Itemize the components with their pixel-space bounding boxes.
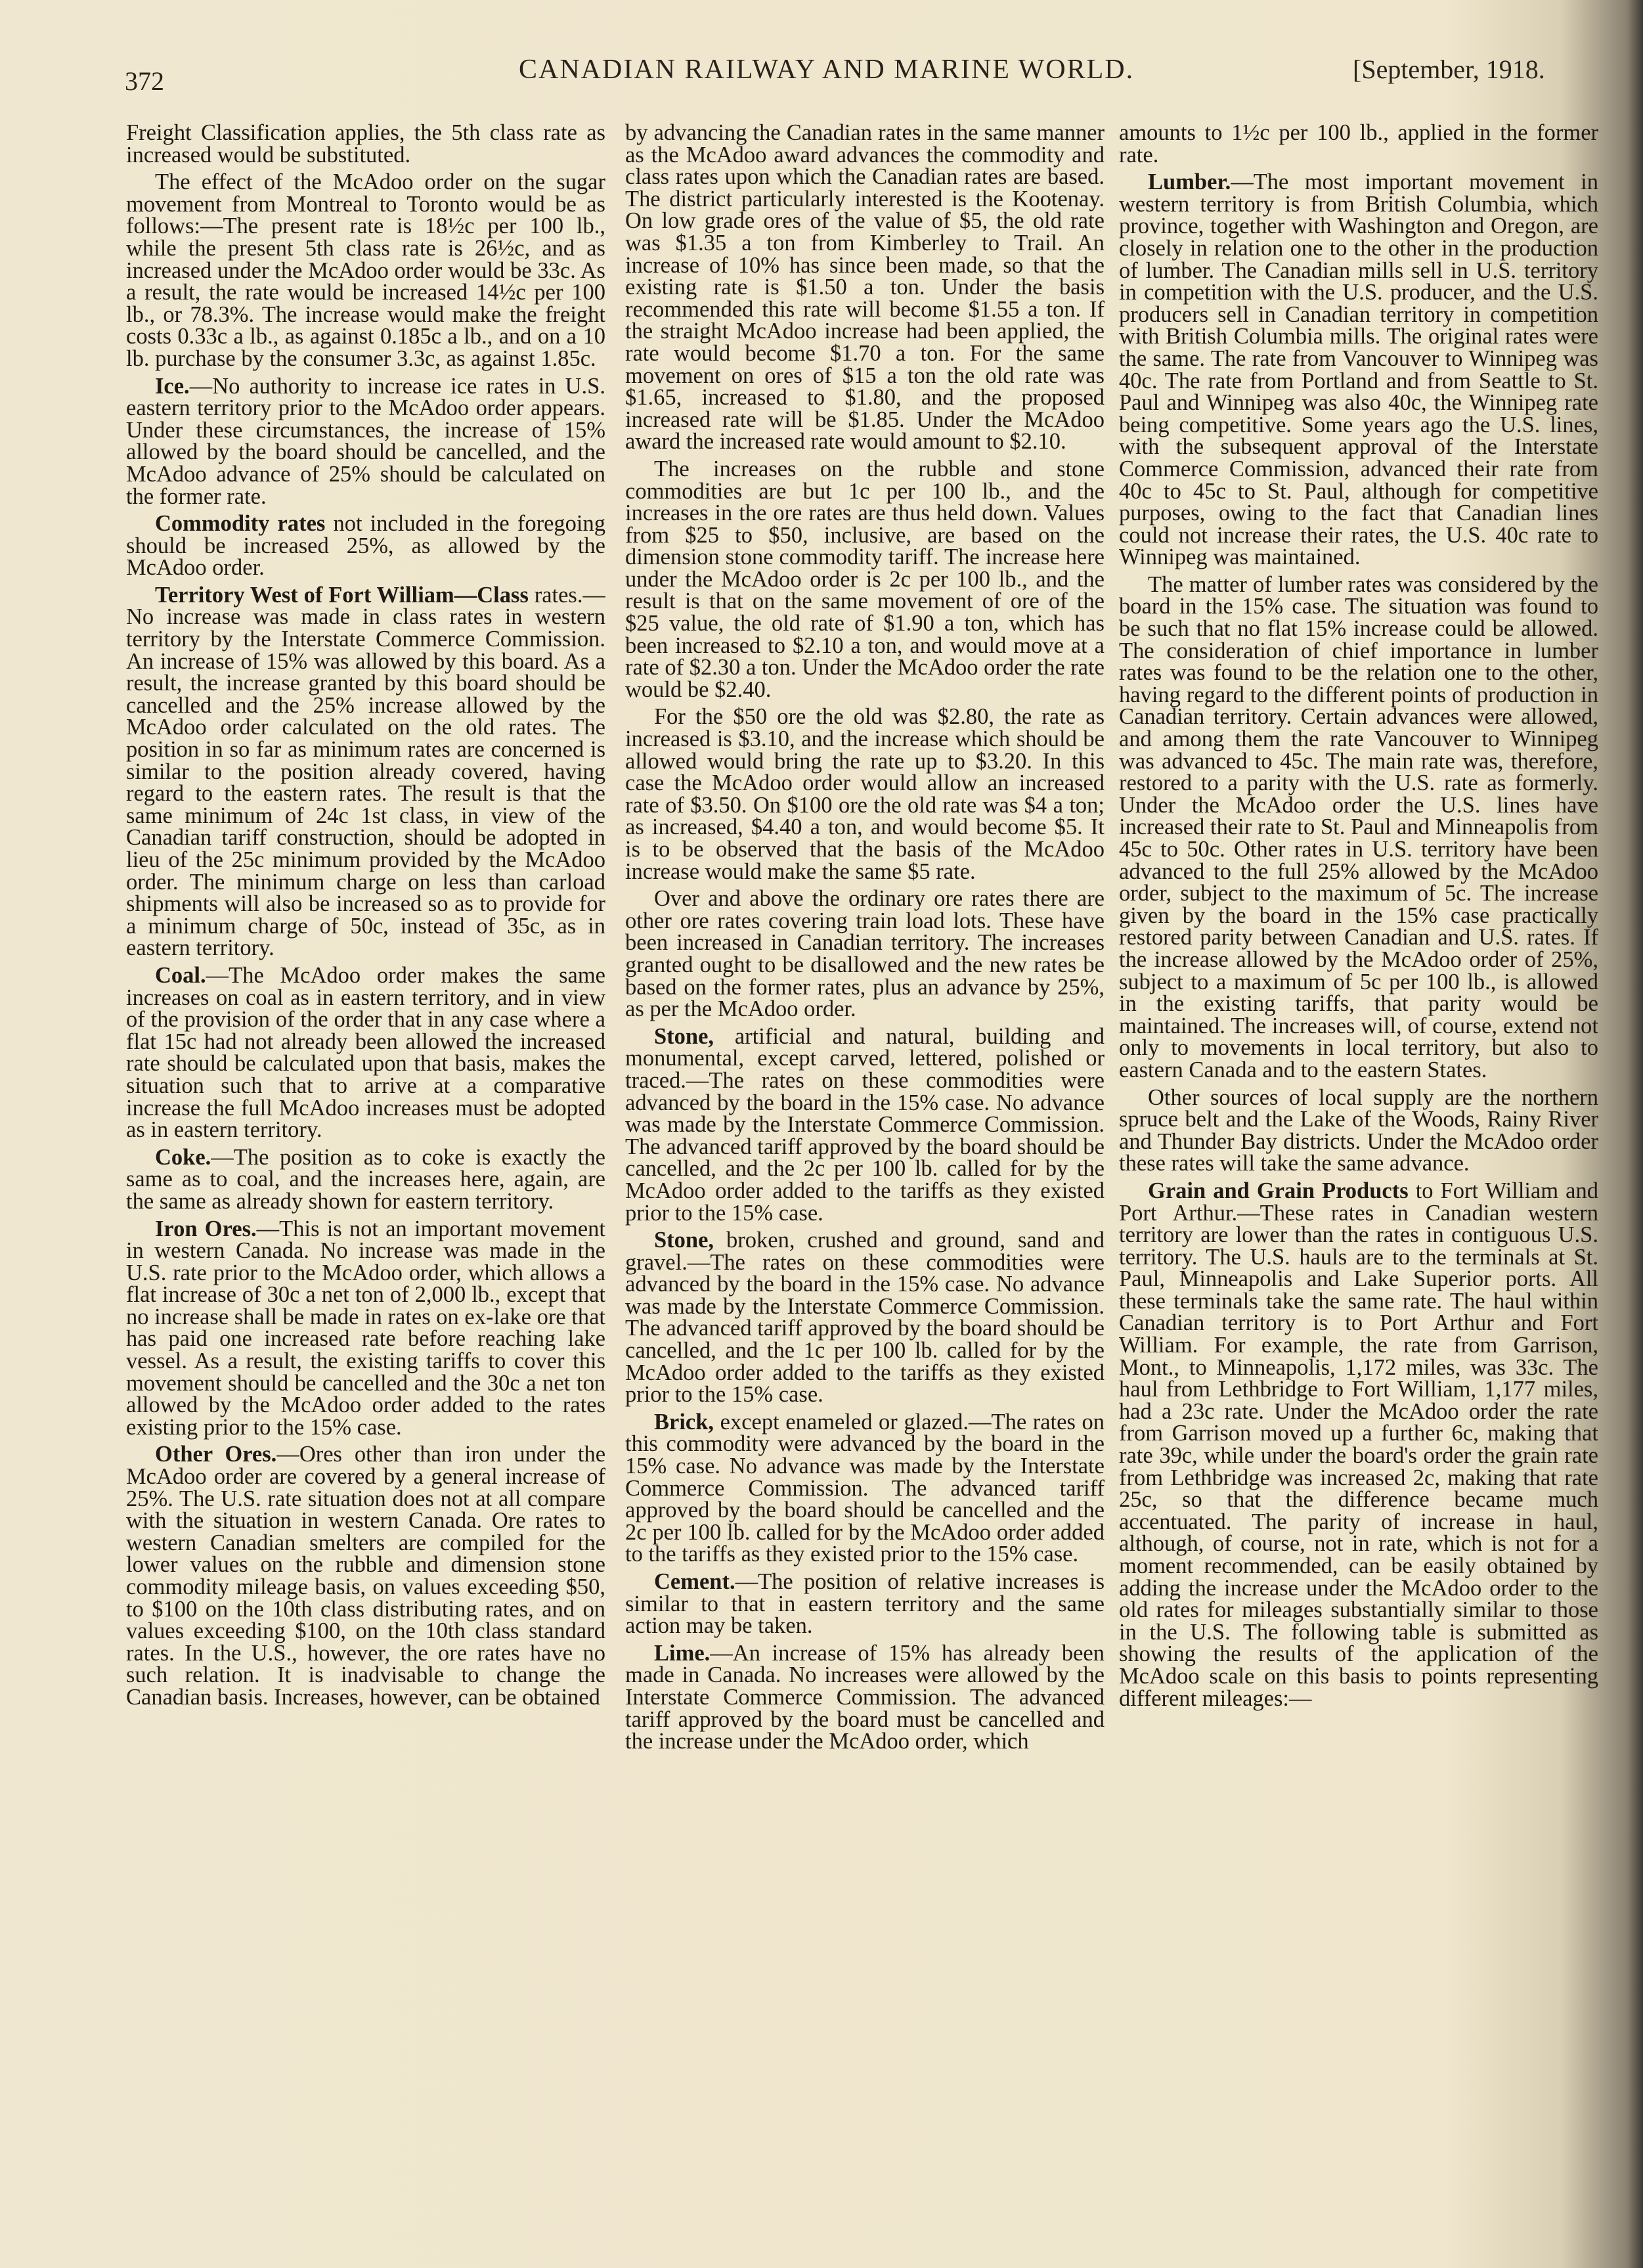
page-number: 372	[125, 66, 164, 96]
paragraph: The matter of lumber rates was considered by the board in the 15% case. The situation was found to be such that no flat 15% increase could be allowed. The consideration of chief importance in lumber rates was found to be the relation one to the other, having regard to the different points of production in Canadian territory. Certain advances were allowed, and among them the rate Vancouver to Winnipeg was advanced to 45c. The main rate was, therefore, restored to a parity with the U.S. rate as formerly. Under the McAdoo order the U.S. lines have increased their rate to St. Paul and Minneapolis from 45c to 50c. Other rates in U.S. territory have been advanced to the full 25% allowed by the McAdoo order, subject to the maximum of 5c. The increase given by the board in the 15% case practically restored parity between Canadian and U.S. rates. If the increase allowed by the McAdoo order of 25%, subject to a maximum of 5c per 100 lb., is allowed in the existing tariffs, that parity would be maintained. The increases will, of course, extend not only to movements in local territory, but also to eastern Canada and to the eastern States.	[1119, 571, 1598, 1082]
paragraph-lumber: Lumber.—The most important movement in western territory is from British Columbia, which province, together with Washington and Oregon, are closely in relation one to the other in the production of lumber. The Canadian mills sell in U.S. territory in competition with the U.S. producer, and the U.S. producers sell in Canadian territory in competition with British Columbia mills. The original rates were the same. The rate from Vancouver to Winnipeg was 40c. The rate from Portland and from Seattle to St. Paul and Winnipeg was also 40c, the Winnipeg rate being competitive. Some years ago the U.S. lines, with the subsequent approval of the Interstate Commerce Commission, advanced their rate from 40c to 45c to St. Paul, although for competitive purposes, owing to the fact that Canadian lines could not increase their rates, the U.S. 40c rate to Winnipeg was maintained.	[1119, 169, 1598, 570]
paragraph-commodity-rates: Commodity rates not included in the foregoing should be increased 25%, as allowed by the McAdoo order.	[126, 511, 605, 581]
paragraph-iron-ores: Iron Ores.—This is not an important movement in western Canada. No increase was made in the U.S. rate prior to the McAdoo order, which allows a flat increase of 30c a net ton of 2,000 lb., except that no increase shall be made in rates on ex-lake ore that has paid one increased rate before reaching lake vessel. As a result, the existing tariffs to cover this movement should be cancelled and the 30c a net ton allowed by the McAdoo order added to the rates existing prior to the 15% case.	[126, 1216, 605, 1440]
section-heading: Stone,	[654, 1228, 714, 1253]
paragraph: Other sources of local supply are the northern spruce belt and the Lake of the Woods, Rainy River and Thunder Bay districts. Under the McAdoo order these rates will take the same advance.	[1119, 1084, 1598, 1176]
paragraph: Over and above the ordinary ore rates there are other ore rates covering train load lots. These have been increased in Canadian territory. The increases granted ought to be disallowed and the new rates be based on the former rates, plus an advance by 25%, as per the McAdoo order.	[625, 886, 1105, 1022]
paragraph-territory-west: Territory West of Fort William—Class rates.—No increase was made in class rates in western territory by the Interstate Commerce Commission. An increase of 15% was allowed by this board. As a result, the increase granted by this board should be cancelled and the 25% increase allowed by the McAdoo order calculated on the old rates. The position in so far as minimum rates are concerned is similar to the position already covered, having regard to the eastern rates. The result is that the same minimum of 24c 1st class, in view of the Canadian tariff construction, should be adopted in lieu of the 25c minimum provided by the McAdoo order. The minimum charge on less than carload shipments will also be increased so as to provide for a minimum charge of 50c, instead of 35c, as in eastern territory.	[126, 582, 605, 961]
paragraph-brick: Brick, except enameled or glazed.—The rates on this commodity were advanced by the board in the 15% case. No advance was made by the Interstate Commerce Commission. The advanced tariff approved by the board should be cancelled and the 2c per 100 lb. called for by the McAdoo order added to the tariffs as they existed prior to the 15% case.	[625, 1409, 1105, 1567]
paragraph: amounts to 1½c per 100 lb., applied in the former rate.	[1119, 122, 1598, 167]
page-header	[118, 46, 1583, 99]
journal-title: CANADIAN RAILWAY AND MARINE WORLD.	[519, 55, 1135, 85]
section-heading: Commodity rates	[155, 511, 326, 537]
paragraph: For the $50 ore the old was $2.80, the rate as increased is $3.10, and the increase which should be allowed would bring the rate up to $3.20. In this case the McAdoo order would allow an increased rate of $3.50. On $100 ore the old rate was $4 a ton; as increased, $4.40 a ton, and would become $5. It is to be observed that the basis of the McAdoo increase would make the same $5 rate.	[625, 704, 1105, 884]
column-1	[126, 122, 605, 2171]
column-2	[625, 122, 1105, 2171]
paragraph-coal: Coal.—The McAdoo order makes the same increases on coal as in eastern territory, and in view of the provision of the order that in any case where a flat 15c had not already been allowed the increased rate should be calculated upon that basis, makes the situation such that to arrive at a comparative increase the full McAdoo increases must be adopted as in eastern territory.	[126, 962, 605, 1143]
section-heading: Coke.	[155, 1144, 211, 1170]
section-heading: Brick,	[654, 1409, 714, 1434]
paragraph-stone-broken: Stone, broken, crushed and ground, sand and gravel.—The rates on these commodities were advanced by the board in the 15% case. No advance was made by the Interstate Commerce Commission. The advanced tariff approved by the board should be cancelled, and the 1c per 100 lb. called for by the McAdoo order added to the tariffs as they existed prior to the 15% case.	[625, 1228, 1105, 1408]
section-heading: Cement.	[654, 1569, 735, 1594]
section-heading: Grain and Grain Products	[1148, 1178, 1409, 1203]
column-3	[1119, 122, 1598, 2171]
paragraph-grain: Grain and Grain Products to Fort William and Port Arthur.—These rates in Canadian western territory are lower than the rates in contiguous U.S. territory. The U.S. hauls are to the terminals at St. Paul, Minneapolis and Lake Superior ports. All these terminals take the same rate. The haul within Canadian territory is to Port Arthur and Fort William. For example, the rate from Garrison, Mont., to Minneapolis, 1,172 miles, was 33c. The haul from Lethbridge to Fort William, 1,177 miles, had a 23c rate. Under the McAdoo order the rate from Garrison moved up a further 6c, making that rate 39c, while under the board's order the grain rate from Lethbridge was increased 2c, making that rate 25c, so that the difference became much accentuated. The parity of increase in haul, although, of course, not in rate, which is not for a moment recommended, can be easily obtained by adding the increase under the McAdoo order to the old rates for mileages substantially similar to those in the U.S. The following table is submitted as showing the results of the application of the McAdoo scale on this basis to points representing different mileages:—	[1119, 1178, 1598, 1711]
section-heading: Lumber.	[1148, 169, 1231, 195]
paragraph-lime: Lime.—An increase of 15% has already been made in Canada. No increases were allowed by the Interstate Commerce Commission. The advanced tariff approved by the board must be cancelled and the increase under the McAdoo order, which	[625, 1640, 1105, 1754]
section-heading: Ice.	[155, 373, 190, 399]
paragraph: Freight Classification applies, the 5th class rate as increased would be substituted.	[126, 122, 605, 167]
section-heading: Stone,	[654, 1023, 714, 1049]
article-body	[126, 122, 1598, 2171]
issue-date: [September, 1918.	[1353, 55, 1545, 84]
paragraph-coke: Coke.—The position as to coke is exactly the same as to coal, and the increases here, again, are the same as already shown for eastern territory.	[126, 1144, 605, 1214]
paragraph: by advancing the Canadian rates in the same manner as the McAdoo award advances the commodity and class rates upon which the Canadian rates are based. The district particularly interested is the Kootenay. On low grade ores of the value of $5, the old rate was $1.35 a ton from Kimberley to Trail. An increase of 10% has since been made, so that the existing rate is $1.50 a ton. Under the basis recommended this rate will become $1.55 a ton. If the straight McAdoo increase had been applied, the rate would become $1.70 a ton. For the same movement on ores of $15 a ton the old rate was $1.65, increased to $1.80, and the proposed increased rate will be $1.85. Under the McAdoo award the increased rate would amount to $2.10.	[625, 122, 1105, 455]
paragraph-cement: Cement.—The position of relative increases is similar to that in eastern territory and the same action may be taken.	[625, 1569, 1105, 1639]
paragraph: The effect of the McAdoo order on the sugar movement from Montreal to Toronto would be as follows:—The present rate is 18½c per 100 lb., while the present 5th class rate is 26½c, and as increased under the McAdoo order would be 33c. As a result, the rate would be increased 14½c per 100 lb., or 78.3%. The increase would make the freight costs 0.33c a lb., as against 0.185c a lb., and on a 10 lb. purchase by the consumer 3.3c, as against 1.85c.	[126, 169, 605, 371]
section-heading: Coal.	[155, 962, 206, 988]
paragraph-ice: Ice.—No authority to increase ice rates in U.S. eastern territory prior to the McAdoo order appears. Under these circumstances, the increase of 15% allowed by the board should be cancelled, and the McAdoo advance of 25% should be calculated on the former rate.	[126, 373, 605, 509]
section-heading: Territory West of Fort William—Class	[155, 582, 529, 608]
paragraph: The increases on the rubble and stone commodities are but 1c per 100 lb., and the increases in the ore rates are thus held down. Values from $25 to $50, inclusive, are based on the dimension stone commodity tariff. The increase here under the McAdoo order is 2c per 100 lb., and the result is that on the same movement of ore of the $25 value, the old rate of $1.90 a ton, which has been increased to $2.10 a ton, and would move at a rate of $2.30 a ton. Under the McAdoo order the rate would be $2.40.	[625, 456, 1105, 702]
section-heading: Iron Ores.	[155, 1216, 257, 1241]
section-heading: Lime.	[654, 1640, 711, 1666]
section-heading: Other Ores.	[155, 1442, 277, 1467]
paragraph-other-ores: Other Ores.—Ores other than iron under the McAdoo order are covered by a general increase of 25%. The U.S. rate situation does not at all compare with the situation in western Canada. Ore rates to western Canadian smelters are compiled for the lower values on the rubble and dimension stone commodity mileage basis, on values exceeding $50, to $100 on the 10th class distributing rates, and on values exceeding $100, on the 10th class standard rates. In the U.S., however, the ore rates have no such relation. It is inadvisable to change the Canadian basis. Increases, however, can be obtained	[126, 1442, 605, 1710]
paragraph-stone-building: Stone, artificial and natural, building and monumental, except carved, lettered, polished or traced.—The rates on these commodities were advanced by the board in the 15% case. No advance was made by the Interstate Commerce Commission. The advanced tariff approved by the board should be cancelled, and the 2c per 100 lb. called for by the McAdoo order added to the tariffs as they existed prior to the 15% case.	[625, 1023, 1105, 1226]
